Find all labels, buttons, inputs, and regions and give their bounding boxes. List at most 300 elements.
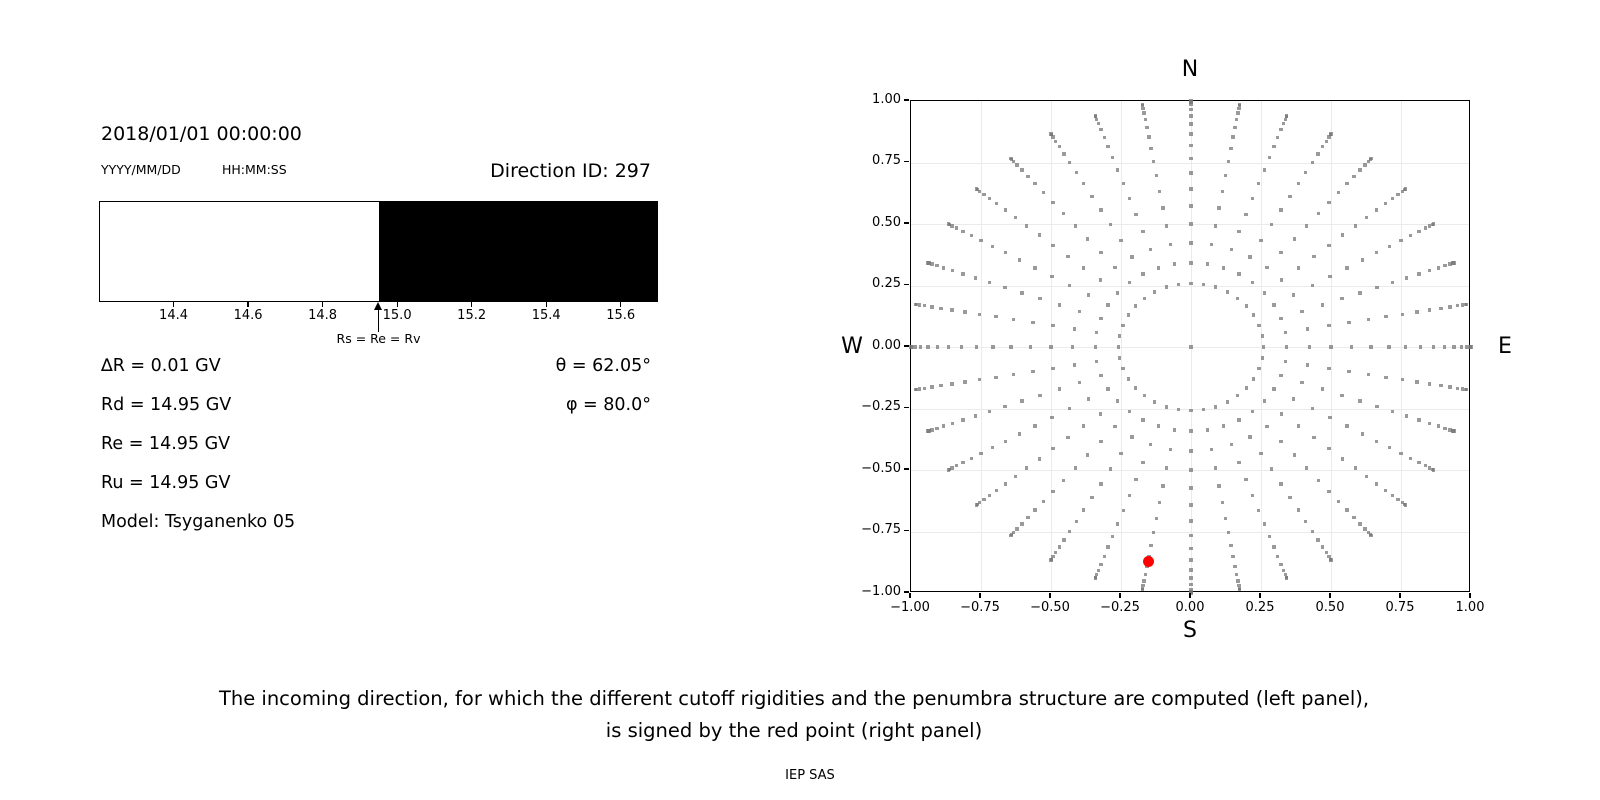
direction-dot [1329,132,1332,135]
direction-dot [970,234,973,237]
re-value: Re = 14.95 GV [101,434,231,454]
direction-dot [1236,297,1239,300]
direction-dot [1252,313,1255,316]
direction-dot [970,457,973,460]
direction-dot [1276,136,1279,139]
gridline-vertical [981,101,982,591]
direction-dot [1375,208,1378,211]
direction-dot [974,414,977,417]
direction-dot [1189,449,1192,452]
direction-dot [1237,230,1240,233]
direction-dot [914,345,917,348]
direction-dot [951,422,954,425]
direction-dot [961,272,964,275]
direction-dot [1300,310,1303,313]
direction-dot [1090,496,1093,499]
compass-east-label: E [1498,334,1512,359]
datetime-text: 2018/01/01 00:00:00 [101,123,302,145]
direction-dot [1328,275,1331,278]
direction-dot [1257,182,1260,185]
compass-south-label: S [1183,618,1197,643]
direction-dot [1026,516,1029,519]
rd-value: Rd = 14.95 GV [101,395,232,415]
direction-dot [1367,318,1370,321]
direction-dot [1391,197,1394,200]
direction-dot [1443,345,1446,348]
direction-dot [1272,303,1275,306]
direction-dot [1189,204,1192,207]
direction-dot [1153,400,1156,403]
direction-dot [935,264,938,267]
direction-dot [1058,545,1061,548]
direction-dot [1050,275,1053,278]
x-axis-tick-label: 0.75 [1385,600,1415,615]
direction-dot [1327,244,1330,247]
penumbra-x-tick-label: 14.8 [308,308,338,323]
direction-dot [1279,563,1282,566]
direction-dot [1141,272,1144,275]
direction-dot [1099,278,1102,281]
direction-dot [1231,135,1234,138]
direction-dot [1222,424,1225,427]
direction-dot [1116,522,1119,525]
direction-dot [1119,239,1122,242]
direction-dot [1297,508,1300,511]
direction-dot [1189,122,1192,125]
direction-dot [988,197,991,200]
direction-dot [1058,145,1061,148]
direction-dot [1068,161,1071,164]
direction-dot [1279,482,1282,485]
direction-dot [1033,508,1036,511]
direction-dot [1189,282,1192,285]
direction-dot [1020,522,1023,525]
direction-dot [1238,103,1241,106]
direction-dot [930,305,933,308]
direction-dot [1270,467,1273,470]
penumbra-x-tick [397,302,398,307]
direction-dot [1109,223,1112,226]
direction-dot [1155,174,1158,177]
direction-dot [1375,286,1378,289]
direction-dot [1244,213,1247,216]
direction-dot [1106,303,1109,306]
direction-dot [1235,573,1238,576]
direction-dot [1358,291,1361,294]
direction-dot [1350,345,1353,348]
direction-dot [1068,407,1071,410]
direction-dot [1316,538,1319,541]
direction-dot [1227,160,1230,163]
x-axis-tick [1119,593,1120,598]
direction-dot [1279,251,1282,254]
direction-dot [1415,380,1418,383]
direction-dot [1026,175,1029,178]
delta-r-value: ∆R = 0.01 GV [101,356,221,376]
direction-dot [1428,269,1431,272]
y-axis-tick [904,345,909,346]
direction-dot [1152,160,1155,163]
gridline-vertical [1401,101,1402,591]
direction-dot [1363,163,1366,166]
direction-dot [1031,370,1034,373]
y-axis-tick-label: 0.75 [872,153,901,168]
direction-dot [1049,558,1052,561]
direction-dot [1153,290,1156,293]
direction-dot [978,378,981,381]
direction-dot [1369,345,1372,348]
direction-dot [1029,345,1032,348]
direction-dot [1452,429,1455,432]
x-axis-tick [979,593,980,598]
direction-dot [1062,212,1065,215]
direction-dot [1189,409,1192,412]
direction-dot [1439,384,1442,387]
direction-dot [1352,175,1355,178]
direction-dot [1142,111,1145,114]
x-axis-tick [1049,593,1050,598]
direction-dot [1161,206,1164,209]
y-axis-tick-label: −0.75 [861,522,901,537]
direction-dot [1018,432,1021,435]
direction-dot [1189,222,1192,225]
x-axis-tick-label: −0.50 [1030,600,1070,615]
direction-dot [1066,436,1069,439]
direction-dot [1068,530,1071,533]
direction-dot [1033,424,1036,427]
direction-dot [1428,422,1431,425]
direction-dot [1375,482,1378,485]
direction-dot [1051,201,1054,204]
direction-dot [1117,345,1120,348]
direction-dot [1038,297,1041,300]
direction-dot [1251,281,1254,284]
direction-dot [1409,457,1412,460]
direction-dot [1020,399,1023,402]
direction-dot [1248,255,1251,258]
direction-dot [1106,545,1109,548]
direction-dot [1337,500,1340,503]
direction-dot [1014,216,1017,219]
direction-dot [1317,479,1320,482]
direction-dot [1054,140,1057,143]
direction-dot [1049,132,1052,135]
direction-dot [1004,440,1007,443]
direction-dot [1134,386,1137,389]
direction-dot [1384,489,1387,492]
direction-dot [918,387,921,390]
direction-dot [1009,345,1012,348]
direction-dot [1265,425,1268,428]
direction-dot [1375,251,1378,254]
direction-dot [1388,446,1391,449]
direction-dot [1245,386,1248,389]
direction-dot [1456,387,1459,390]
direction-dot [1073,327,1076,330]
direction-dot [1297,424,1300,427]
direction-dot [1189,534,1192,537]
direction-dot [1003,286,1006,289]
direction-dot [1325,140,1328,143]
direction-dot [1149,147,1152,150]
direction-dot [1417,272,1420,275]
direction-dot [930,262,933,265]
direction-dot [1405,414,1408,417]
direction-dot [1259,239,1262,242]
direction-dot [1165,405,1168,408]
direction-dot [939,307,942,310]
direction-dot [1157,266,1160,269]
direction-dot [1206,262,1209,265]
direction-dot [926,429,929,432]
direction-dot [1020,291,1023,294]
credit-text: IEP SAS [785,768,835,783]
arrow-up-icon [374,302,382,310]
direction-dot [1424,226,1427,229]
direction-dot [1263,168,1266,171]
direction-dot [988,410,991,413]
direction-dot [1251,410,1254,413]
direction-dot [1099,563,1102,566]
direction-dot [1116,291,1119,294]
direction-dot [1189,429,1192,432]
direction-dot [1109,467,1112,470]
direction-dot [1141,230,1144,233]
direction-dot [1432,468,1435,471]
direction-dot [1262,345,1265,348]
direction-dot [1354,224,1357,227]
direction-dot [1248,435,1251,438]
direction-dot [1149,544,1152,547]
direction-dot [1068,284,1071,287]
direction-dot [1082,424,1085,427]
direction-dot [1051,324,1054,327]
direction-dot [1224,517,1227,520]
direction-dot [1391,494,1394,497]
x-axis-tick-label: 0.00 [1175,600,1205,615]
direction-dot [1305,224,1308,227]
direction-dot [918,303,921,306]
direction-dot [1128,281,1131,284]
direction-dot [963,310,966,313]
y-axis-tick [904,530,909,531]
direction-dot [988,494,991,497]
direction-dot [1358,168,1361,171]
direction-dot [1261,334,1264,337]
x-axis-tick [1189,593,1190,598]
direction-dot [1452,261,1455,264]
direction-dot [1316,152,1319,155]
x-axis-tick [1329,593,1330,598]
direction-dot [939,384,942,387]
direction-dot [1226,400,1229,403]
direction-dot [1417,418,1420,421]
direction-dot [1259,452,1262,455]
direction-dot [1327,490,1330,493]
direction-dot [1173,262,1176,265]
direction-dot [1051,447,1054,450]
direction-dot [1099,208,1102,211]
direction-dot [1285,345,1288,348]
direction-dot [1097,122,1100,125]
direction-dot [975,187,978,190]
direction-dot [1305,466,1308,469]
direction-dot [1086,237,1089,240]
direction-dot [1189,114,1192,117]
direction-dot [1009,157,1012,160]
direction-dot [1106,387,1109,390]
direction-dot [1263,291,1266,294]
direction-dot [1236,579,1239,582]
direction-dot [1118,334,1121,337]
direction-dot [982,498,985,501]
direction-dot [1272,545,1275,548]
direction-dot [1465,303,1468,306]
direction-dot [1025,224,1028,227]
penumbra-x-tick [173,302,174,307]
direction-dot [1103,136,1106,139]
direction-dot [1415,310,1418,313]
direction-dot [1375,405,1378,408]
direction-dot [1051,367,1054,370]
direction-dot [1014,475,1017,478]
direction-dot [1025,466,1028,469]
direction-dot [1327,367,1330,370]
penumbra-x-tick-label: 14.6 [233,308,263,323]
direction-dot [1214,285,1217,288]
direction-dot [1288,496,1291,499]
direction-dot [995,202,998,205]
direction-dot [1311,284,1314,287]
direction-dot [1189,568,1192,571]
penumbra-x-tick-label: 15.6 [606,308,636,323]
direction-dot [1257,324,1260,327]
direction-dot [947,468,950,471]
direction-dot [1157,424,1160,427]
direction-dot [1231,555,1234,558]
direction-dot [1075,520,1078,523]
direction-dot [979,239,982,242]
model-label: Model: Tsyganenko 05 [101,512,296,532]
direction-dot [988,281,991,284]
direction-dot [1169,243,1172,246]
direction-dot [1375,440,1378,443]
direction-dot [1439,307,1442,310]
direction-dot [1230,443,1233,446]
direction-dot [1189,519,1192,522]
direction-dot [1352,516,1355,519]
direction-dot [1169,448,1172,451]
direction-dot [1099,482,1102,485]
compass-north-label: N [1181,57,1199,82]
direction-dot [1448,385,1451,388]
direction-dot [1042,191,1045,194]
direction-dot [1062,479,1065,482]
direction-dot [1237,272,1240,275]
direction-dot [1384,376,1387,379]
direction-dot [991,245,994,248]
y-axis-tick [904,222,909,223]
direction-dot [1210,448,1213,451]
direction-dot [909,345,912,348]
y-axis-tick [904,591,909,592]
direction-dot [1012,373,1015,376]
direction-dot [1327,447,1330,450]
direction-dot [1111,535,1114,538]
direction-dot [1158,501,1161,504]
direction-dot [1465,388,1468,391]
direction-dot [1121,324,1124,327]
direction-dot [1050,416,1053,419]
direction-dot [1142,579,1145,582]
direction-dot [1369,534,1372,537]
direction-dot [936,345,939,348]
direction-dot [1341,233,1344,236]
direction-dot [1113,266,1116,269]
direction-dot [1189,345,1192,348]
direction-dot [975,345,978,348]
direction-dot [1042,500,1045,503]
direction-dot [1087,397,1090,400]
direction-dot [1106,145,1109,148]
direction-dot [1075,171,1078,174]
direction-id-text: Direction ID: 297 [490,160,651,182]
direction-dot [1268,156,1271,159]
direction-dot [1066,255,1069,258]
direction-dot [1354,466,1357,469]
direction-dot [1051,490,1054,493]
direction-dot [1237,418,1240,421]
compass-west-label: W [841,334,863,359]
x-axis-tick-label: −1.00 [890,600,930,615]
penumbra-x-tick [546,302,547,307]
penumbra-x-tick [471,302,472,307]
direction-dot [1012,318,1015,321]
penumbra-x-tick [620,302,621,307]
y-axis-tick [904,284,909,285]
direction-dot [1396,498,1399,501]
direction-dot [1141,461,1144,464]
caption-line-2: is signed by the red point (right panel) [605,719,983,742]
direction-dot [975,503,978,506]
direction-dot [1384,202,1387,205]
direction-dot [1384,315,1387,318]
direction-dot [1293,453,1296,456]
direction-dot [1268,535,1271,538]
direction-dot [1428,308,1431,311]
direction-dot [1189,187,1192,190]
direction-dot [1141,103,1144,106]
direction-dot [1419,345,1422,348]
direction-dot [1345,508,1348,511]
direction-dot [1369,157,1372,160]
direction-dot [1229,147,1232,150]
direction-dot [923,304,926,307]
direction-dot [950,382,953,385]
direction-dot [1051,244,1054,247]
penumbra-forbidden-segment [379,202,658,301]
direction-dot [1099,128,1102,131]
direction-dot [1071,345,1074,348]
direction-dot [1015,527,1018,530]
direction-dot [994,376,997,379]
direction-dot [1049,345,1052,348]
direction-dot [1116,168,1119,171]
direction-dot [1452,345,1455,348]
direction-dot [1391,281,1394,284]
direction-dot [1399,452,1402,455]
direction-dot [947,222,950,225]
